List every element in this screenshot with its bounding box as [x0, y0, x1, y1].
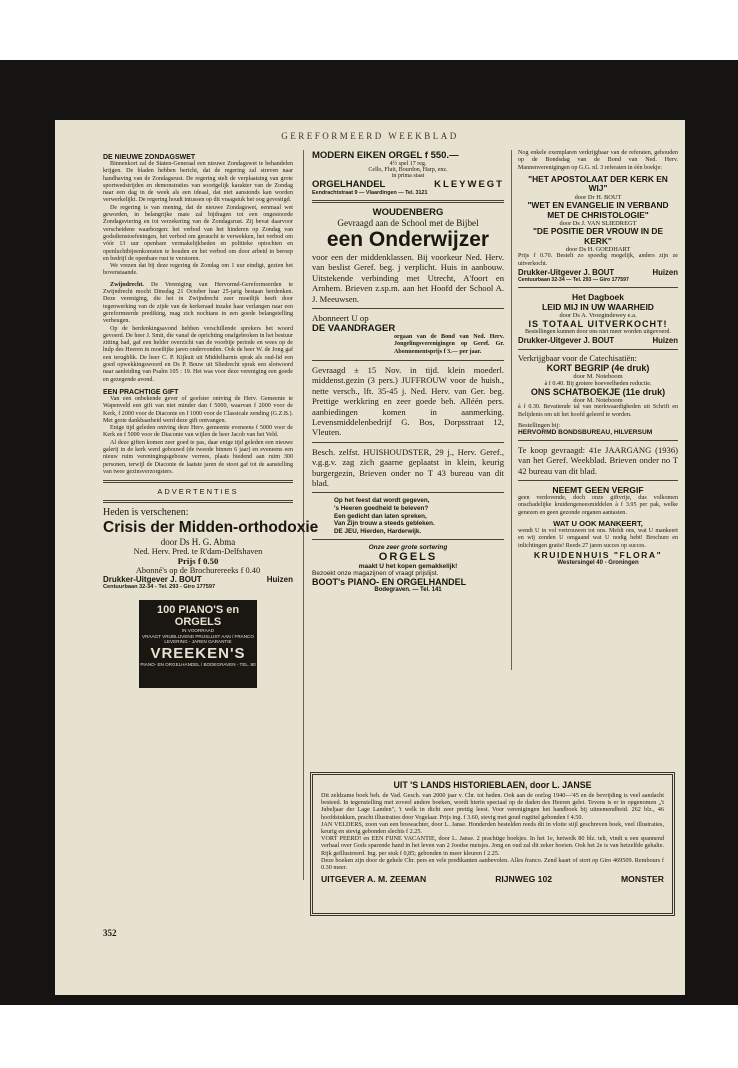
ad-shop: BOOT's PIANO- EN ORGELHANDEL	[312, 577, 467, 588]
article-text: De Vereniging van Hervormd-Gereformeerden te Zwijndrecht mocht Dinsdag 21 October haar 25-jarig bestaan herdenken. Deze vereniging, die het in Zwijndrecht zeer moeilijk heeft door tegenwerking van de zijde van de kerkeraad inzake haar verlangen naar een gereformeerde prediking, mag zich nochtans in een goede belangstelling verheugen.	[103, 281, 293, 325]
divider	[312, 360, 504, 361]
publisher-name: Drukker-Uitgever J. BOUT	[518, 268, 615, 278]
publisher-city: Huizen	[652, 268, 678, 278]
sold-out-notice: IS TOTAAL UITVERKOCHT!	[528, 319, 668, 330]
book-price: à f 0.30. Bevattende tal van merkwaardigheden uit Schrift en Belijdenis om uit het hoofd geleerd te worden.	[518, 404, 678, 418]
ad-line: Bezoekt onze magazijnen of vraagt prijslijst.	[312, 570, 439, 578]
book-author: door M. Noteboom	[573, 373, 623, 381]
ad-text: Besch. zelfst. HUISHOUDSTER, 29 j., Herv. Geref., v.g.g.v. zag zich gaarne geplaatst in klein, keurig burgergezin, Brieven onder no T 43 bureau van dit blad.	[312, 446, 504, 488]
ad-text: Gevraagd ± 15 Nov. in tijd. klein moederl. middenst.gezin (3 pers.) JUFFROUW voor de huish., nette versch., lft. 35-45 j. Ned. Herv. van Ger. beg. Prettige werkkring en zeer goede beh. Alléén pers. aanbiedingen komen in aanmerking. Levensmiddelenbedrijf G. Bos, Dorpsstraat 12, Vleuten.	[312, 364, 504, 438]
publisher-name: Drukker-Uitgever J. BOUT	[518, 336, 615, 346]
book-author: door Ds H. G. Abma	[160, 537, 236, 548]
article-title: EEN PRACHTIGE GIFT	[103, 388, 179, 396]
order-intro: Bestellingen bij:	[518, 421, 561, 429]
divider	[312, 200, 504, 203]
publisher-city: Huizen	[266, 575, 293, 585]
publisher-address: Centuurbaan 32-34 — Tel. 293 — Giro 177597	[518, 277, 629, 284]
ad-line: maakt U het kopen gemakkelijk!	[358, 563, 458, 571]
book-author: door Ds A. Vroegindewey e.a.	[559, 312, 637, 320]
ad-shop: ORGELHANDEL	[312, 179, 386, 190]
book-title: "HET APOSTOLAAT DER KERK EN WIJ"	[528, 173, 668, 194]
ad-intro: Abonneert U op	[312, 313, 369, 324]
publisher-address: Centuurbaan 32-34 - Tel. 293 - Giro 177597	[103, 584, 216, 591]
book-title: "DE POSITIE DER VROUW IN DE KERK"	[532, 226, 664, 246]
historieblaen-advertisement	[310, 772, 675, 916]
article-paragraph: We vrezen dat bij deze regering de Zondag om 1 uur eindigt, gezien het bovenstaande.	[103, 263, 293, 277]
poem-line: Op het feest dat wordt gegeven,	[334, 497, 430, 505]
article-paragraph: Op de herdenkingsavond hebben verschillende sprekers het woord gevoerd. De heer J. Smit, die vanaf de oprichting onafgebroken in het bestuur zitting had, gaf een helder overzicht van de voorbije periode en wees op de hulp des Heeren in moeilijke jaren ondervonden. Ook de heer W. de Jong gaf een terugblik. De heer C. P. Kijkuit uit Middelharnis sprak als oud-lid een goed opwekkingswoord en Ds P. Bouw uit Sliedrecht sprak een slotwoord naar aanleiding van Psalm 105 : 19. Het was voor deze vereniging een goede en gezegende avond.	[103, 325, 293, 383]
ad-intro: Heden is verschenen:	[103, 507, 189, 519]
book-price: Prijs f 0.70. Bestelt zo spoedig mogelijk, anders zijn ze uitverkocht.	[518, 253, 678, 267]
publisher-name: UITGEVER A. M. ZEEMAN	[321, 874, 427, 885]
ad-headline: ORGELS	[378, 551, 438, 564]
place-lead: Zwijndrecht.	[110, 281, 144, 288]
ad-detail: 4½ spel 17 reg.	[389, 161, 427, 167]
publisher-line	[103, 575, 293, 584]
ad-title: UIT 'S LANDS HISTORIEBLAEN, door L. JANSE	[393, 780, 592, 790]
column-rule	[511, 150, 512, 670]
book-title: LEID MIJ IN UW WAARHEID	[542, 302, 654, 313]
divider	[312, 492, 504, 493]
poem-ad	[334, 497, 504, 535]
publisher-city: Huizen	[652, 336, 678, 346]
ad-line: Onze zeer grote sortering	[368, 544, 448, 552]
book-price: Prijs f 0.50	[177, 556, 219, 567]
publisher-name: Drukker-Uitgever J. BOUT	[103, 575, 202, 585]
divider	[518, 349, 678, 350]
piano-subtitle: IN VOORRAAD	[181, 628, 215, 634]
piano-advertisement	[139, 600, 257, 688]
divider	[103, 500, 293, 503]
divider	[518, 287, 678, 288]
book-price-subscribers: Abonné's op de Brochurereeks f 0.40	[135, 566, 261, 576]
column-left	[103, 150, 319, 688]
shop-name: KRUIDENHUIS "FLORA"	[533, 549, 663, 560]
ad-headline: een Onderwijzer	[326, 228, 490, 251]
ad-address: Bodegraven. — Tel. 141	[374, 587, 442, 594]
piano-footer: PIANO- EN ORGELHANDEL / BODEGRAVEN - TEL. 80	[140, 661, 256, 667]
publisher-city: MONSTER	[621, 874, 664, 885]
article-paragraph: Enige tijd geleden ontving deze Herv. gemeente eveneens f 5000 voor de Kerk en f 5000 voor de Diaconie van wijlen de heer Jacob van het Veld.	[103, 425, 293, 439]
divider	[312, 308, 504, 309]
section-heading: ADVERTENTIES	[157, 487, 239, 497]
poem-signature: DE JEU, Hierden, Harderwijk.	[334, 527, 422, 535]
article-title: DE NIEUWE ZONDAGSWET	[103, 154, 196, 161]
article-paragraph	[103, 282, 293, 326]
order-address: HERVORMD BONDSBUREAU, HILVERSUM	[518, 428, 653, 436]
book-author: door Dr H. BOUT	[574, 194, 622, 202]
book-title: ONS SCHATBOEKJE (11e druk)	[530, 387, 666, 398]
book-intro: Het Dagboek	[572, 292, 624, 303]
ad-address: Eendrachtstraat 9 — Vlaardingen — Tel. 3121	[312, 190, 428, 196]
column-rule	[303, 150, 304, 880]
ad-detail: Cello, Fluit, Bourdon, Harp, enz.	[368, 167, 448, 173]
ad-text: Bestellingen kunnen door ons niet meer worden uitgevoerd.	[525, 329, 671, 336]
publisher-line	[518, 336, 678, 345]
ad-text: Dit zeldzame boek beh. de Vad. Gesch. van 2000 jaar v. Chr. tot heden. Ook aan de oorlog 1940—'45 en de bevrijding is veel aandacht besteed. In tegenstelling met zoveel andere boeken, wordt hierin speciaal op de daden des Heeren gelet. Tevens is er in opgenomen „'t Jubeljaar der Lage Landen", 't welk in dicht zeer prettig leest. Voor verenigingen het handboek bij uitnemendheid. 262 blz., 46 hoofdstukken, pracht illustraties door Vogelaar. Prijs ing. f 3.60, stevig met goud rugtitel gebonden f 4.50.	[321, 792, 664, 821]
publisher-line	[321, 874, 664, 884]
divider	[312, 539, 504, 540]
divider	[518, 440, 678, 441]
book-author: door Ds H. GOEDHART	[565, 246, 631, 254]
page-number: 352	[103, 928, 117, 938]
shop-address: Westersingel 40 - Groningen	[557, 559, 639, 566]
ad-text: VORT PEERD! en EEN FIJNE VACANTIE, door L. Janse. 2 prachtige boekjes. In het 1e, hetwelk 80 blz. telt, vindt u een spannend verhaal over Gods sparende hand in het leven van 2 Joodse meisjes. Jong en oud zal dit zeker boeien. Ook het 2e is van hetzelfde gehalte. Rijk geïllustreerd. Ing. per stuk f 0,85; gebonden in meer kleuren f 2.25.	[321, 835, 664, 857]
ad-intro: Nog enkele exemplaren verkrijgbaar van de referaten, gehouden op de Bondsdag van de Bond van Ned. Herv. Mannenverenigingen op G.G. nl. 3 referaten in één boekje:	[518, 150, 678, 171]
ad-owner: KLEYWEGT	[434, 179, 504, 190]
magazine-description: orgaan van de Bond van Ned. Herv. Jongelingsverenigingen op Geref. Gr. Abonnementsprijs f 3.— per jaar.	[394, 334, 504, 355]
article-paragraph: Al deze giften komen zeer goed te pas, daar enige tijd geleden een nieuwe galerij in de kerk werd gebouwd (de tweede binnen 6 jaar) en eveneens een nieuw ruim vereningingsgebouw verrees, plaats biedend aan ruim 300 personen, terwijl de Diaconie de laatste jaren de stoot gaf tot de aanstelling van twee gezinsverzorgsters.	[103, 439, 293, 475]
publisher-street: RIJNWEG 102	[495, 874, 553, 885]
book-title: KORT BEGRIP (4e druk)	[546, 363, 650, 374]
book-author: door M. Noteboom	[573, 397, 623, 405]
ad-title: MODERN EIKEN ORGEL f 550.—	[312, 150, 459, 161]
poem-line: Een gedicht dan laten spreken,	[334, 512, 427, 520]
piano-title: 100 PIANO'S en ORGELS	[156, 604, 240, 629]
ad-shop-line	[312, 179, 504, 190]
poem-line: Van Zijn trouw a steeds gebleken.	[334, 520, 435, 528]
ad-text: wendt U in vol vertrouwen tot ons. Meldt ons, wat U mankeert en wij zenden U omgaand wat U nodig hebt! Brochure en inlichtingen gratis! Reeds 27 jaren succes op succes.	[518, 528, 678, 549]
book-price: à f 0.40. Bij grotere hoeveelheden reductie.	[544, 380, 652, 388]
ad-detail: in prima staat	[391, 173, 425, 179]
book-title: "WET EN EVANGELIE IN VERBAND MET DE CHRISTOLOGIE"	[527, 200, 669, 220]
running-head: GEREFORMEERD WEEKBLAD	[281, 131, 459, 141]
publisher-line	[518, 268, 678, 277]
ad-place: WOUDENBERG	[372, 207, 444, 218]
ad-text: Te koop gevraagd: 41e JAARGANG (1936) van het Geref. Weekblad. Brieven onder no T 42 bureau van dit blad.	[518, 444, 678, 476]
ad-headline: WAT U OOK MANKEERT,	[553, 519, 643, 529]
ad-intro: Verkrijgbaar voor de Catechisatiën:	[518, 354, 637, 364]
newspaper-page	[55, 120, 685, 995]
magazine-name: DE VAANDRAGER	[312, 323, 396, 335]
piano-brand: VREEKEN'S	[150, 644, 246, 662]
divider	[103, 480, 293, 483]
article-paragraph: Binnenkort zal de Staten-Generaal een nieuwe Zondagswet te behandelen krijgen. De bladen hebben bericht, dat de regering zal streven naar handhaving van de Zondagsrust. De regering stelt de verplaatsing van grote sportwedstrijden en demonstraties van soortgelijk karakter van de Zondag naar een dag in de week als een ideaal, dat niet aanstonds kan worden verwerkelijkt. De regering houdt intussen op dit vraagstuk het oog gevestigd.	[103, 161, 293, 204]
divider	[518, 480, 678, 481]
column-middle	[312, 150, 504, 593]
column-right	[518, 150, 678, 566]
ad-request: Gevraagd aan de School met de Bijbel	[337, 218, 479, 228]
ad-text: Deze boeken zijn door de gehele Chr. pers en vele predikanten aanbevolen. Alles franco. Zend kaart of stort op Giro 469509. Rembours f 0.30 meer.	[321, 856, 664, 872]
article-paragraph: De regering is van mening, dat de nieuwe Zondagswet, eenmaal wet geworden, in belangrijke mate zal bijdragen tot een ongestoorde Zondagsviering en tot verzekering van de Zondagsrust. Zij bevat daarvoor verscheidene waarborgen: het verbod van het hinderen op Zondag van godsdienstoefeningen, het verbod om geraucht te verwekken, het verbod om vóór 13 uur openbare vermakelijkheden en politieke optochten en openluchtbijeenkomsten te houden en het verbod om door arbeid in beroep en bedrijf de openbare rust te verstoren.	[103, 204, 293, 262]
book-title: Crisis der Midden-orthodoxie	[103, 519, 319, 537]
ad-headline: NEEMT GEEN VERGIF	[552, 485, 644, 496]
book-subtitle: Ned. Herv. Pred. te R'dam-Delfshaven	[133, 547, 263, 557]
poem-line: 's Heeren goedheid te beleven?	[334, 504, 429, 512]
book-author: door Ds J. VAN SLIEDREGT	[559, 220, 637, 228]
ad-text: JAN VELDERS, zoon van een boswachter, door L. Janse. Honderden bestelden reeds dit in vlotte stijl geschreven boek, veel illustraties, keurig en stevig gebonden slechts f 2.25.	[321, 820, 664, 836]
piano-lines: VRAAGT VRIJBLIJVEND PRIJSLIJST AAN / FRANCO LEVERING - JAREN GARANTIE	[142, 633, 254, 645]
divider	[312, 442, 504, 443]
ad-text: geen verdovende, doch onze giftvrije, dus volkomen onschadelijke kruidengeneesmiddelen à f 3.95 per pak, welke genezen en geen gezonde organen aantasten.	[518, 495, 678, 516]
article-paragraph: Van een onbekende gever of geefster ontving de Herv. Gemeente te Wapenveld een gift van niet minder dan f 5000, waarvan f 2000 voor de Kerk, f 2000 voor de Diaconie en f 1000 voor de Classicale zending (G.Z.B.). Met grote dankbaarheid werd deze gift ontvangen.	[103, 395, 293, 424]
ad-text: voor een der middenklassen. Bij voorkeur Ned. Herv. van beslist Geref. beg. j verplicht. Huis in aanbouw. Uitstekende verbinding met Utrecht, A'foort en Arnhem. Brieven z.sp.m. aan het Hoofd der School A. J. Meeuwsen.	[312, 252, 504, 304]
